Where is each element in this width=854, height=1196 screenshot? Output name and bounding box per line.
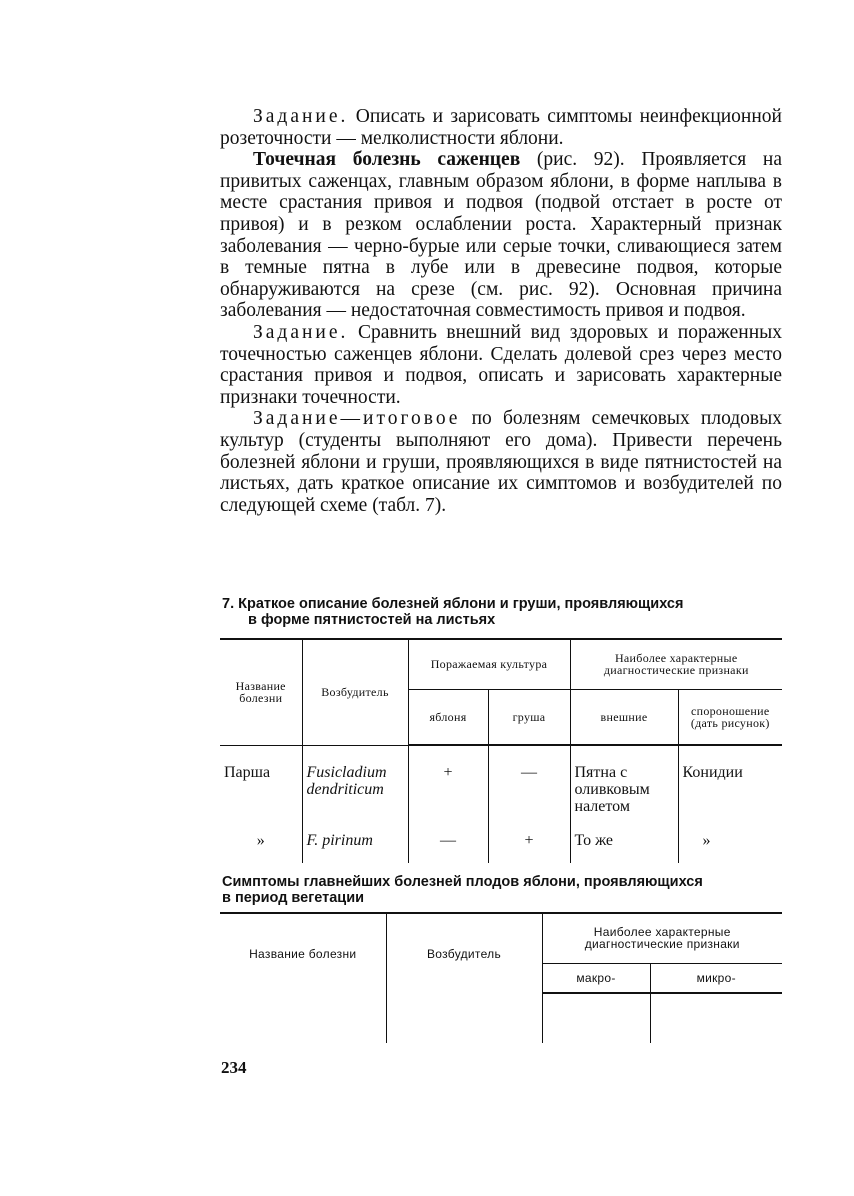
table-row — [220, 817, 782, 863]
cell-external: То же — [570, 817, 678, 863]
paragraph-point-disease — [220, 149, 782, 322]
cell-apple: — — [408, 817, 488, 863]
cell-pear: — — [488, 745, 570, 817]
header-signs-external: внешние — [570, 689, 678, 745]
empty-cell — [650, 993, 782, 1043]
header-agent: Возбудитель — [302, 639, 408, 745]
empty-cell — [542, 993, 650, 1043]
cell-pear: + — [488, 817, 570, 863]
caption-line: 7. Краткое описание болезней яблони и груши, проявляющихся — [222, 596, 684, 612]
paragraph-task-rosette — [220, 106, 782, 149]
term-heading: Точечная болезнь саженцев — [253, 149, 521, 171]
cell-external: Пятна с оливковым налетом — [570, 745, 678, 817]
header-crop-pear: груша — [488, 689, 570, 745]
table-7 — [220, 638, 782, 863]
paragraph-task-compare — [220, 322, 782, 408]
header-micro: микро- — [650, 963, 782, 993]
paragraph-text: (рис. 92). Проявляется на привитых саженцах, главным образом яблони, в форме наплыва в месте срастания привоя и подвоя (подвой отстает в росте от привоя) и в резком ослаблении роста. Характерный признак заболевания — черно-бурые или серые точки, сливающиеся затем в темные пятна в лубе или в древесине подвоя, которые обнаруживаются на срезе (см. рис. 92). Основная причина заболевания — недостаточная совместимость привоя и подвоя. — [220, 149, 782, 322]
task-label: Задание—итоговое — [253, 408, 461, 430]
header-macro: макро- — [542, 963, 650, 993]
header-disease-name: Название болезни — [249, 946, 357, 961]
table-fruit-diseases — [220, 912, 782, 1043]
cell-agent: Fusicladium dendriticum — [302, 745, 408, 817]
task-label: Задание. — [253, 321, 349, 343]
header-signs: Наиболее характерные диагностические признаки — [542, 913, 782, 963]
header-crop: Поражаемая культура — [408, 639, 570, 689]
empty-cell — [220, 993, 386, 1043]
cell-apple: + — [408, 745, 488, 817]
header-agent: Возбудитель — [386, 913, 542, 993]
paragraph-text: по болезням семечковых плодовых культур (студенты выполняют его дома). Привести перечень болезней яблони и груши, проявляющихся в виде пятнистостей на листьях, дать краткое описание их симптомов и возбудителей по следующей схеме (табл. 7). — [220, 408, 782, 516]
paragraph-task-final — [220, 408, 782, 516]
header-disease-name: Название болезни — [220, 639, 302, 745]
table-7-caption — [222, 596, 683, 628]
cell-disease-name: » — [256, 832, 265, 849]
cell-spore: » — [678, 817, 782, 863]
caption-line: Симптомы главнейших болезней плодов яблони, проявляющихся — [222, 874, 703, 890]
page-number: 234 — [221, 1058, 247, 1077]
paragraph-text: Сравнить внешний вид здоровых и пораженных точечностью саженцев яблони. Сделать долевой срез через место срастания привоя и подвоя, описать и зарисовать характерные признаки точечности. — [220, 321, 782, 408]
table-fruit-caption — [222, 874, 703, 906]
header-crop-apple: яблоня — [408, 689, 488, 745]
header-signs: Наиболее характерные диагностические признаки — [570, 639, 782, 689]
cell-spore: Конидии — [678, 745, 782, 817]
empty-cell — [386, 993, 542, 1043]
caption-line: в форме пятнистостей на листьях — [248, 612, 496, 628]
table-row — [220, 745, 782, 817]
header-signs-spore: спороношение (дать рисунок) — [678, 689, 782, 745]
cell-disease-name: Парша — [224, 763, 271, 781]
task-label: Задание. — [253, 106, 349, 127]
table-row — [220, 993, 782, 1043]
paragraph-text: Описать и зарисовать симптомы неинфекционной розеточности — мелколистности яблони. — [220, 106, 782, 149]
caption-line: в период вегетации — [222, 890, 365, 906]
cell-agent: F. pirinum — [302, 817, 408, 863]
body-text — [220, 106, 782, 516]
